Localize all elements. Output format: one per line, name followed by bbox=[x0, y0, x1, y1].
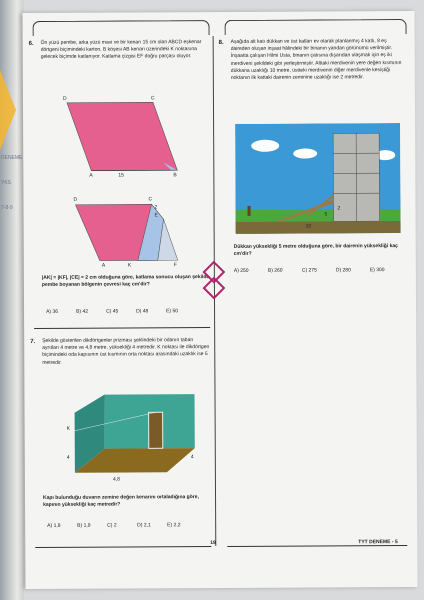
option-a[interactable]: A) 1,8 bbox=[47, 522, 61, 529]
label-k: K bbox=[127, 262, 132, 269]
option-a[interactable]: A) 36 bbox=[46, 308, 59, 315]
label-width: 4,8 bbox=[112, 476, 120, 483]
label-b: B bbox=[173, 172, 177, 179]
folded-figure bbox=[53, 194, 193, 275]
room-figure bbox=[54, 382, 205, 483]
pink-rhombus bbox=[67, 102, 177, 171]
sidebar-tag: DENEME bbox=[1, 155, 23, 161]
option-c[interactable]: C) 275 bbox=[301, 267, 317, 274]
label-k7: K bbox=[66, 425, 71, 432]
options-q6 bbox=[46, 308, 196, 315]
option-e[interactable]: E) 2,2 bbox=[167, 522, 181, 529]
question-number: 6. bbox=[28, 40, 34, 47]
option-e[interactable]: E) 300 bbox=[369, 267, 385, 274]
options-q7 bbox=[47, 522, 197, 529]
label-c: C bbox=[150, 95, 155, 102]
option-d[interactable]: D) 48 bbox=[136, 308, 149, 315]
label-two8: 2 bbox=[337, 205, 341, 212]
sidebar-tag: YKS bbox=[1, 180, 12, 186]
label-two: 2 bbox=[154, 204, 158, 211]
label-depth: 4 bbox=[190, 454, 194, 461]
option-c[interactable]: C) 45 bbox=[106, 308, 119, 315]
option-d[interactable]: D) 2,1 bbox=[137, 522, 151, 529]
label-e: E bbox=[154, 212, 158, 219]
label-f: F bbox=[173, 262, 177, 269]
orange-decoration bbox=[0, 70, 16, 150]
question-8-prompt: Dükkan yüksekliği 5 metre olduğuna göre, bir dairenin yüksekliği kaç cm'dir? bbox=[233, 243, 398, 258]
background-book-spine bbox=[0, 0, 24, 600]
separator bbox=[34, 327, 210, 329]
option-b[interactable]: B) 260 bbox=[267, 267, 283, 274]
option-a[interactable]: A) 250 bbox=[233, 267, 249, 274]
sidebar-tag: 7-8-9 bbox=[1, 205, 13, 211]
header-frame-left bbox=[33, 20, 210, 36]
label-ten: 10 bbox=[305, 223, 312, 230]
option-c[interactable]: C) 2 bbox=[107, 522, 117, 529]
question-7-prompt: Kapı bulunduğu duvarın zemine değen kenarını ortaladığına göre, kapının yüksekliği kaç metredir? bbox=[43, 494, 199, 509]
option-e[interactable]: E) 50 bbox=[166, 308, 179, 315]
building-figure bbox=[235, 123, 401, 234]
label-c2: C bbox=[148, 196, 153, 203]
label-side: 15 bbox=[118, 172, 124, 179]
logo-icon bbox=[202, 260, 226, 300]
question-7-text: Şekilde gösterilen dikdörtgenler prizması şeklindeki bir odanın taban ayrıtları 4 metre ve 4,8 metre, yüksekliği 4 metredir. K noktası ile dikdörtgen biçimindeki oda kapısının üst kısmının orta noktası arasındaki uzaklık ise 5 metredir. bbox=[42, 337, 210, 366]
door bbox=[149, 412, 163, 448]
label-a2: A bbox=[101, 262, 106, 269]
worker bbox=[248, 206, 251, 216]
question-6-prompt: |AK| = |KF|, |CE| = 2 cm olduğuna göre, katlama sonucu oluşan şekilde pembe boyanan bölgenin çevresi kaç cm'dir? bbox=[41, 274, 210, 289]
label-a: A bbox=[89, 172, 93, 179]
footer-line-left bbox=[35, 546, 211, 548]
options-q8 bbox=[234, 267, 404, 274]
rhombus-figure bbox=[53, 82, 194, 203]
footer-line-right bbox=[227, 545, 407, 547]
question-number: 8. bbox=[218, 39, 224, 47]
brand-label: TYT DENEME - 5 bbox=[358, 539, 398, 546]
exam-page bbox=[22, 11, 417, 589]
ground bbox=[236, 221, 401, 234]
question-8-text: Aşağıda alt katı dükkan ve üst katları ev olarak planlanmış 4 katlı, 8 eş daireden oluşan inşaat hâlindeki bir binanın yandan görünümü verilmiştir. İnşaatta çalışan Hilmi Usta, binanın çatısına dışarıdan ulaşmak için eş iki merdiveni şekildeki gibi yerleştirmiştir. Alttaki merdivenin yere değen kısmının dükkana uzaklığı 10 metre, üstteki merdivenin diğer merdivenle kesiştiği noktanın ilk kattaki dairenin zeminine uzaklığı ise 2 metredir. bbox=[230, 38, 402, 81]
label-five: 5 bbox=[324, 211, 328, 218]
option-b[interactable]: B) 1,9 bbox=[77, 522, 91, 529]
question-number: 7. bbox=[30, 338, 36, 345]
label-height: 4 bbox=[66, 454, 70, 461]
label-d: D bbox=[62, 95, 67, 102]
option-b[interactable]: B) 42 bbox=[76, 308, 89, 315]
label-d2: D bbox=[73, 196, 78, 203]
header-frame-right bbox=[225, 19, 407, 35]
question-6-text: Ön yüzü pembe, arka yüzü mavi ve bir kenarı 15 cm olan ABCD eşkenar dörtgeni biçimindeki karton, B köşesi AB kenarı üzerindeki K noktasına gelecek biçimde katlanıyor. Katlama çizgisi EF doğru parçası oluyor. bbox=[40, 39, 202, 61]
option-d[interactable]: D) 280 bbox=[335, 267, 351, 274]
page-number: 19 bbox=[210, 540, 216, 547]
